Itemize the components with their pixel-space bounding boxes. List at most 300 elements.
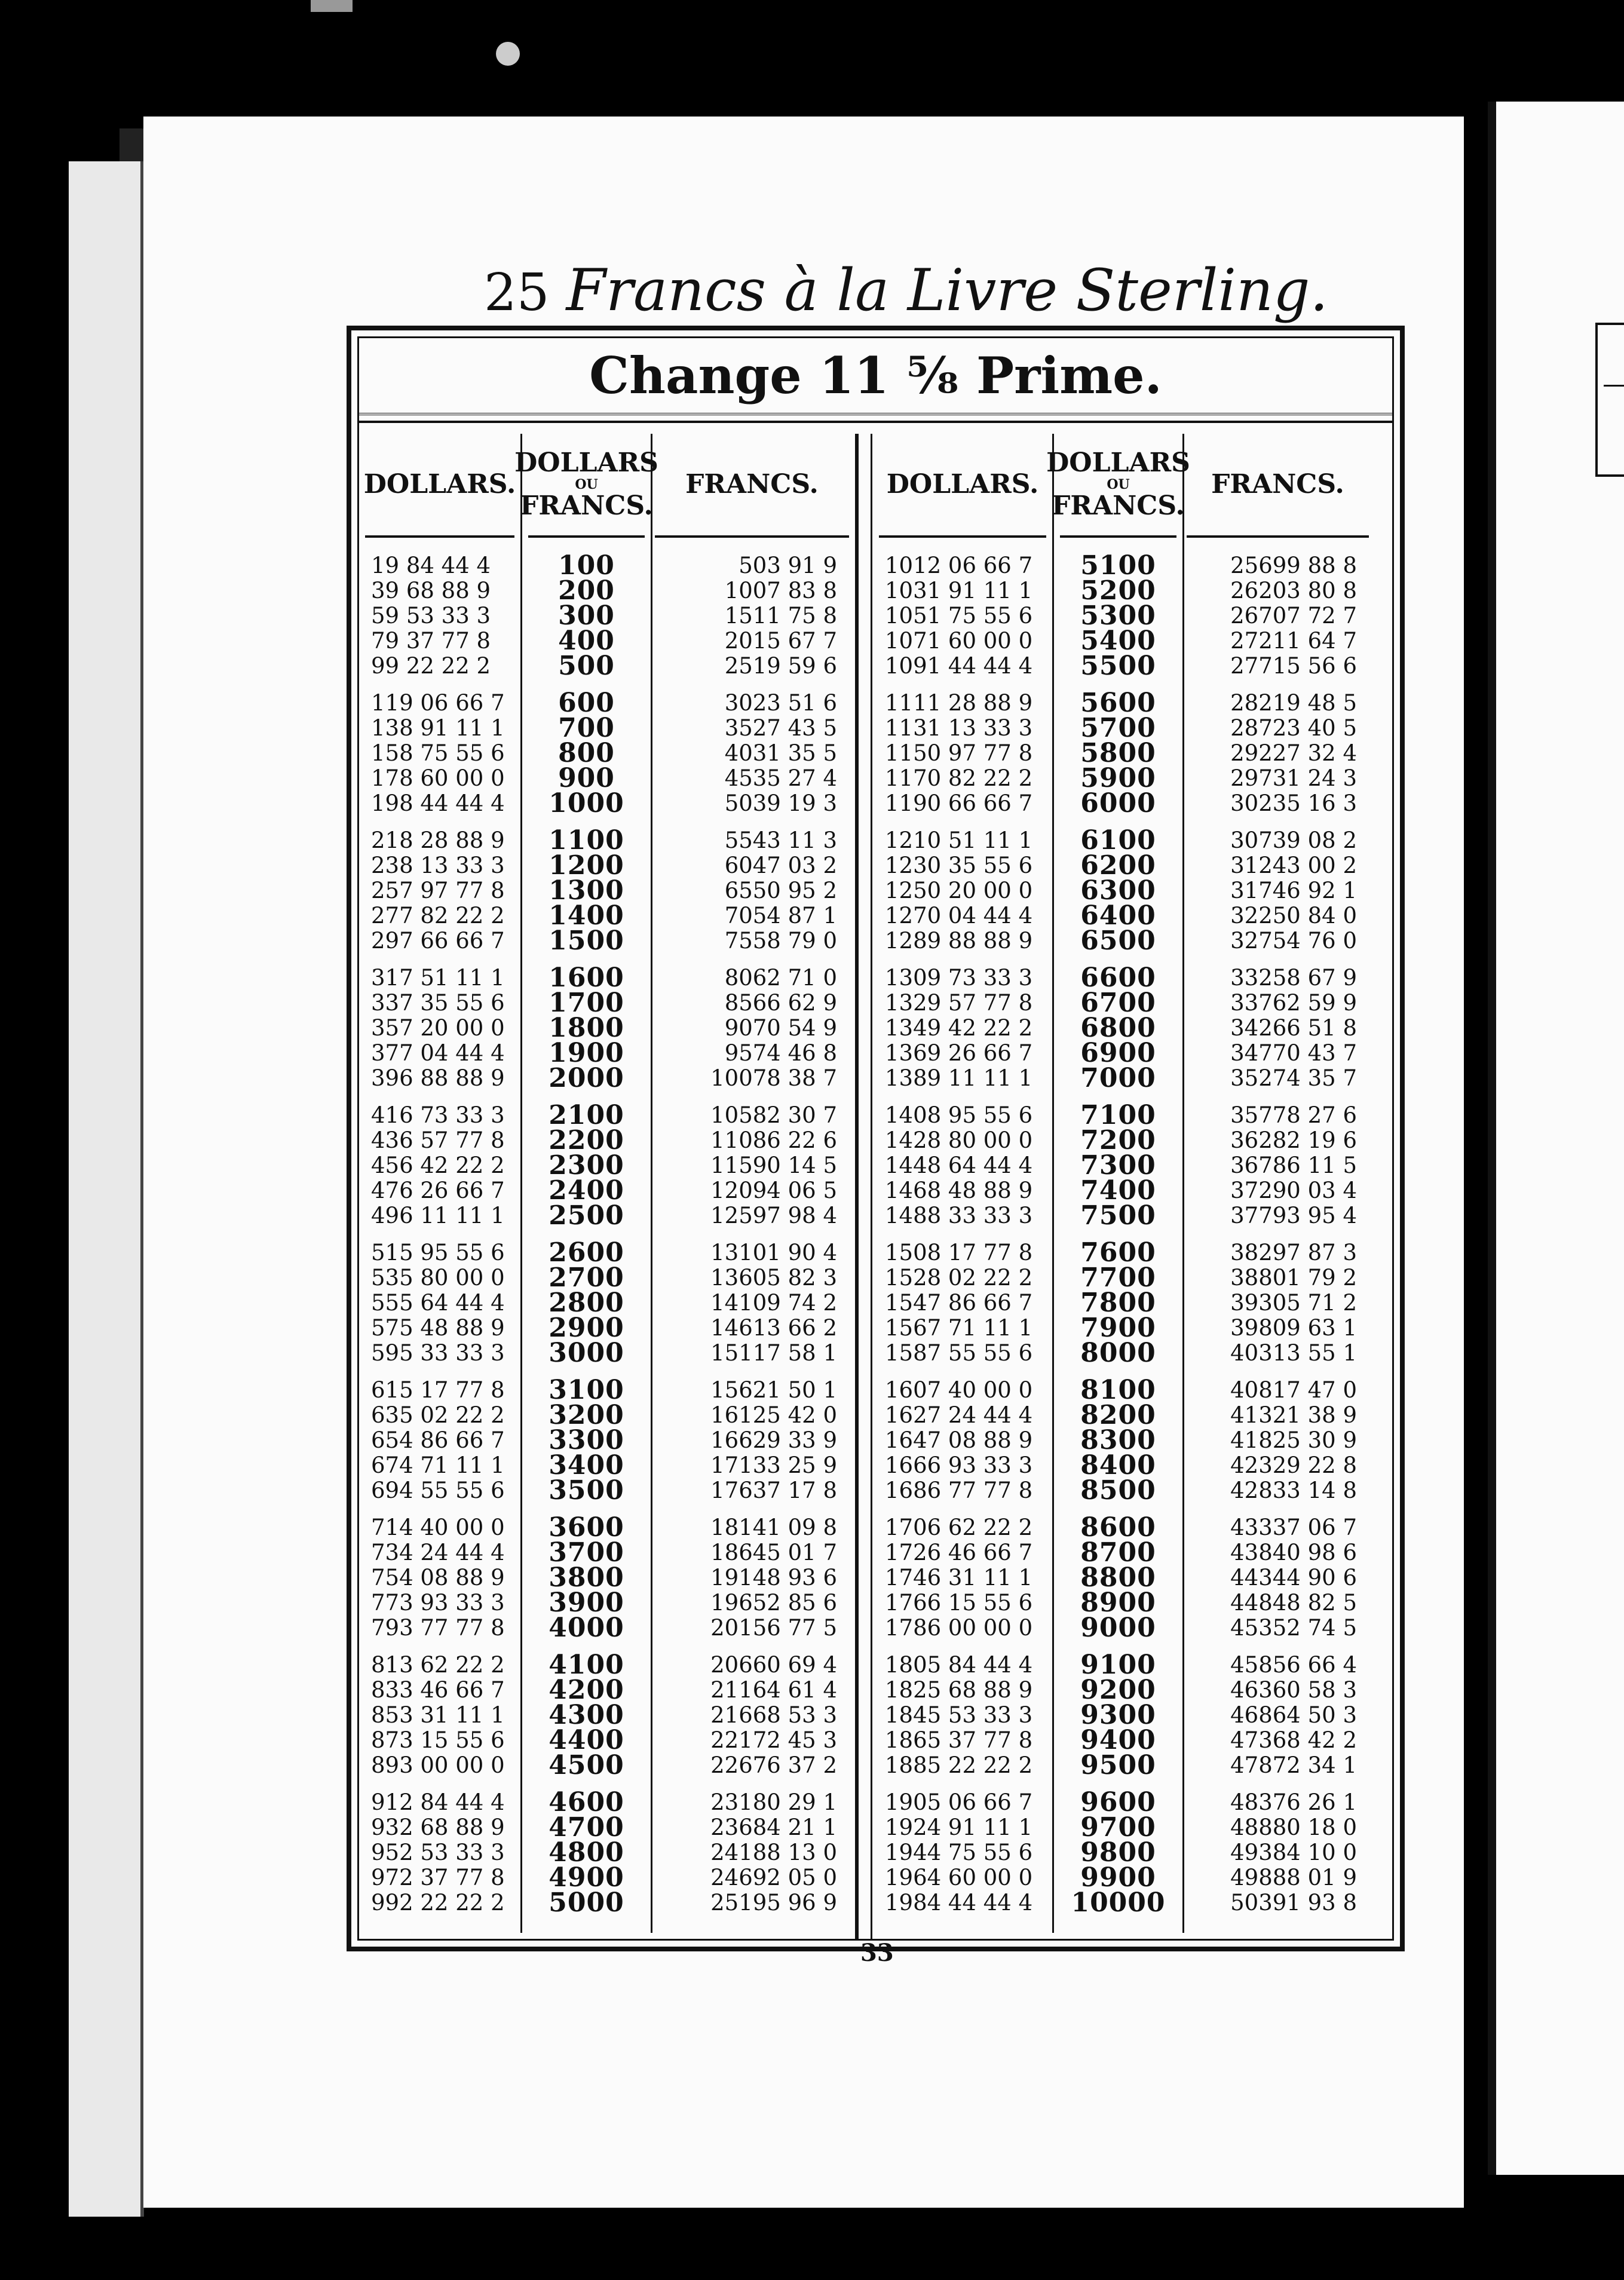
table-cell: 2600 [549,1237,624,1268]
table-cell: 2200 [549,1125,624,1156]
exchange-table [347,326,1405,1951]
row-group [649,828,855,954]
previous-page-edge [69,161,144,2217]
table-cell: 1131 13 33 3 [885,715,1033,741]
table-cell: 40313 55 1 [1230,1340,1357,1366]
row-group [873,1515,1052,1641]
table-cell: 4300 [549,1700,624,1730]
row-group [649,1515,855,1641]
table-cell: 4535 27 4 [724,765,837,791]
right-dollars-header [873,434,1052,535]
row-group [649,1378,855,1503]
header-rule [1187,535,1369,538]
table-cell: 1706 62 22 2 [885,1515,1033,1540]
table-title: Change 11 ⁵⁄₈ Prime. [359,338,1392,415]
table-cell: 14109 74 2 [710,1290,837,1316]
table-cell: 28219 48 5 [1230,690,1357,716]
table-cell: 30739 08 2 [1230,828,1357,853]
row-group [522,550,651,681]
table-cell: 50391 93 8 [1230,1890,1357,1916]
table-cell: 48376 26 1 [1230,1789,1357,1815]
table-cell: 813 62 22 2 [371,1652,505,1678]
table-cell: 31243 00 2 [1230,853,1357,878]
table-cell: 4200 [549,1675,624,1705]
table-cell: 3023 51 6 [724,690,837,716]
header-label: DOLLARS. [886,468,1039,499]
row-group [359,1378,520,1503]
page-number: 33 [860,1939,894,1967]
table-cell: 515 95 55 6 [371,1240,505,1265]
right-mid-header [1046,434,1190,535]
header-label: DOLLARS [1046,447,1190,478]
table-cell: 9400 [1080,1725,1156,1755]
table-cell: 46360 58 3 [1230,1677,1357,1703]
table-cell: 11590 14 5 [710,1153,837,1178]
table-cell: 615 17 77 8 [371,1377,505,1403]
table-cell: 1200 [549,850,624,881]
row-group [873,1790,1052,1916]
right-dollars-rows [873,553,1052,1927]
film-blemish [496,42,520,66]
right-half [873,434,1387,1933]
table-cell: 1900 [549,1038,624,1068]
table-cell: 7558 79 0 [724,928,837,954]
table-cell: 3300 [549,1425,624,1455]
table-cell: 4031 35 5 [724,740,837,766]
table-cell: 26203 80 8 [1230,578,1357,603]
table-cell: 7000 [1080,1063,1156,1093]
header-ou: OU [1107,476,1130,492]
row-group [522,963,651,1093]
table-cell: 6900 [1080,1038,1156,1068]
film-scratch [311,0,353,12]
table-cell: 14613 66 2 [710,1315,837,1341]
row-group [522,1237,651,1368]
table-cell: 42833 14 8 [1230,1478,1357,1503]
table-cell: 1100 [549,825,624,856]
table-cell: 5700 [1080,713,1156,743]
header-label: FRANCS. [685,468,819,499]
table-cell: 1071 60 00 0 [885,628,1033,654]
header-rule [879,535,1046,538]
table-cell: 5800 [1080,738,1156,768]
table-cell: 3600 [549,1512,624,1543]
right-dollars-column [873,434,1052,1933]
table-cell: 35778 27 6 [1230,1102,1357,1128]
table-cell: 26707 72 7 [1230,603,1357,629]
table-cell: 1289 88 88 9 [885,928,1033,954]
row-group [873,1378,1052,1503]
header-label: DOLLARS. [363,468,516,499]
table-cell: 41825 30 9 [1230,1427,1357,1453]
header-rule [1060,535,1176,538]
table-cell: 7300 [1080,1150,1156,1181]
table-cell: 7054 87 1 [724,903,837,928]
table-cell: 5100 [1080,550,1156,581]
table-cell: 27715 56 6 [1230,653,1357,679]
table-cell: 200 [558,575,615,606]
table-cell: 37793 95 4 [1230,1203,1357,1228]
table-cell: 300 [558,600,615,631]
row-group [359,966,520,1091]
table-cell: 1012 06 66 7 [885,553,1033,578]
table-cell: 6600 [1080,963,1156,993]
table-cell: 734 24 44 4 [371,1540,505,1565]
table-cell: 24188 13 0 [710,1840,837,1865]
table-cell: 19148 93 6 [710,1565,837,1591]
table-cell: 2500 [549,1200,624,1231]
header-label: FRANCS. [1052,491,1185,522]
table-cell: 2700 [549,1262,624,1293]
table-cell: 5500 [1080,651,1156,681]
left-mid-rows [522,550,651,1927]
table-cell: 1627 24 44 4 [885,1402,1033,1428]
table-cell: 27211 64 7 [1230,628,1357,654]
row-group [873,1240,1052,1366]
table-cell: 1007 83 8 [724,578,837,603]
table-cell: 1607 40 00 0 [885,1377,1033,1403]
table-cell: 31746 92 1 [1230,878,1357,903]
right-francs-header [1181,434,1375,535]
table-cell: 1905 06 66 7 [885,1789,1033,1815]
row-group [649,1653,855,1778]
table-cell: 714 40 00 0 [371,1515,505,1540]
table-cell: 4800 [549,1837,624,1868]
header-ou: OU [575,476,598,492]
table-cell: 8062 71 0 [724,965,837,991]
table-cell: 1726 46 66 7 [885,1540,1033,1565]
table-cell: 178 60 00 0 [371,765,505,791]
table-cell: 7400 [1080,1175,1156,1206]
row-group [359,553,520,679]
table-cell: 33762 59 9 [1230,990,1357,1016]
table-cell: 555 64 44 4 [371,1290,505,1316]
table-cell: 1448 64 44 4 [885,1153,1033,1178]
table-cell: 19 84 44 4 [371,553,491,578]
table-cell: 37290 03 4 [1230,1178,1357,1203]
table-cell: 40817 47 0 [1230,1377,1357,1403]
table-cell: 1369 26 66 7 [885,1040,1033,1066]
table-cell: 575 48 88 9 [371,1315,505,1341]
table-cell: 1686 77 77 8 [885,1478,1033,1503]
table-cell: 377 04 44 4 [371,1040,505,1066]
table-cell: 8900 [1080,1588,1156,1618]
table-cell: 49384 10 0 [1230,1840,1357,1865]
table-cell: 16629 33 9 [710,1427,837,1453]
table-cell: 2400 [549,1175,624,1206]
row-group [1054,1237,1182,1368]
table-cell: 503 91 9 [739,553,837,578]
table-cell: 1587 55 55 6 [885,1340,1033,1366]
table-cell: 700 [558,713,615,743]
table-cell: 3800 [549,1562,624,1593]
row-group [522,688,651,819]
row-group [522,825,651,956]
row-group [873,1103,1052,1228]
row-group [873,966,1052,1091]
table-cell: 23684 21 1 [710,1815,837,1840]
row-group [522,1375,651,1506]
table-cell: 9200 [1080,1675,1156,1705]
table-cell: 654 86 66 7 [371,1427,505,1453]
table-cell: 218 28 88 9 [371,828,505,853]
table-cell: 48880 18 0 [1230,1815,1357,1840]
table-cell: 41321 38 9 [1230,1402,1357,1428]
row-group [522,1512,651,1643]
row-group [1181,1378,1375,1503]
table-cell: 25195 96 9 [710,1890,837,1916]
table-cell: 1230 35 55 6 [885,853,1033,878]
table-cell: 793 77 77 8 [371,1615,505,1641]
row-group [1054,1650,1182,1781]
table-cell: 5200 [1080,575,1156,606]
row-group [1054,1100,1182,1231]
row-group [359,691,520,816]
table-cell: 7500 [1080,1200,1156,1231]
table-cell: 1150 97 77 8 [885,740,1033,766]
table-cell: 496 11 11 1 [371,1203,505,1228]
table-cell: 2800 [549,1288,624,1318]
table-cell: 17637 17 8 [710,1478,837,1503]
header-label: FRANCS. [1211,468,1344,499]
table-cell: 6700 [1080,988,1156,1018]
table-cell: 158 75 55 6 [371,740,505,766]
table-cell: 3900 [549,1588,624,1618]
table-cell: 9600 [1080,1787,1156,1818]
table-cell: 1786 00 00 0 [885,1615,1033,1641]
table-cell: 8700 [1080,1537,1156,1568]
table-cell: 1309 73 33 3 [885,965,1033,991]
table-cell: 12094 06 5 [710,1178,837,1203]
table-cell: 8200 [1080,1400,1156,1430]
row-group [359,1103,520,1228]
table-cell: 900 [558,763,615,793]
row-group [1181,691,1375,816]
table-cell: 10078 38 7 [710,1065,837,1091]
table-cell: 9070 54 9 [724,1015,837,1041]
table-cell: 34266 51 8 [1230,1015,1357,1041]
table-cell: 7600 [1080,1237,1156,1268]
row-group [1054,550,1182,681]
table-cell: 9000 [1080,1613,1156,1643]
row-group [649,1790,855,1916]
table-cell: 1408 95 55 6 [885,1102,1033,1128]
table-cell: 18141 09 8 [710,1515,837,1540]
table-cell: 36786 11 5 [1230,1153,1357,1178]
row-group [359,1653,520,1778]
table-cell: 9100 [1080,1650,1156,1680]
table-cell: 39 68 88 9 [371,578,491,603]
row-group [522,1787,651,1918]
table-cell: 1845 53 33 3 [885,1702,1033,1728]
table-cell: 1600 [549,963,624,993]
left-mid-header [514,434,658,535]
table-cell: 17133 25 9 [710,1452,837,1478]
table-cell: 9700 [1080,1812,1156,1843]
table-cell: 1190 66 66 7 [885,790,1033,816]
table-cell: 1170 82 22 2 [885,765,1033,791]
left-francs-column [649,434,855,1933]
table-cell: 32250 84 0 [1230,903,1357,928]
table-cell: 337 35 55 6 [371,990,505,1016]
row-group [359,1790,520,1916]
table-cell: 5300 [1080,600,1156,631]
table-cell: 5039 19 3 [724,790,837,816]
table-cell: 2100 [549,1100,624,1130]
table-cell: 38801 79 2 [1230,1265,1357,1291]
table-cell: 49888 01 9 [1230,1865,1357,1890]
table-cell: 21164 61 4 [710,1677,837,1703]
row-group [1054,825,1182,956]
table-cell: 30235 16 3 [1230,790,1357,816]
table-cell: 29731 24 3 [1230,765,1357,791]
table-cell: 4400 [549,1725,624,1755]
row-group [522,1650,651,1781]
table-cell: 754 08 88 9 [371,1565,505,1591]
table-cell: 6200 [1080,850,1156,881]
table-cell: 476 26 66 7 [371,1178,505,1203]
title-rule [359,421,1392,423]
table-cell: 853 31 11 1 [371,1702,505,1728]
table-cell: 28723 40 5 [1230,715,1357,741]
table-cell: 1547 86 66 7 [885,1290,1033,1316]
table-cell: 4900 [549,1862,624,1893]
table-cell: 1468 48 88 9 [885,1178,1033,1203]
table-cell: 1666 93 33 3 [885,1452,1033,1478]
table-cell: 1511 75 8 [724,603,837,629]
header-label: FRANCS. [520,491,653,522]
table-cell: 1210 51 11 1 [885,828,1033,853]
header-label: DOLLARS [514,447,658,478]
table-cell: 4000 [549,1613,624,1643]
table-cell: 32754 76 0 [1230,928,1357,954]
row-group [359,1240,520,1366]
table-cell: 396 88 88 9 [371,1065,505,1091]
table-cell: 4700 [549,1812,624,1843]
table-cell: 8600 [1080,1512,1156,1543]
table-cell: 952 53 33 3 [371,1840,505,1865]
row-group [649,1240,855,1366]
row-group [1181,828,1375,954]
table-cell: 5400 [1080,626,1156,656]
table-cell: 13101 90 4 [710,1240,837,1265]
table-cell: 1865 37 77 8 [885,1727,1033,1753]
table-cell: 992 22 22 2 [371,1890,505,1916]
table-cell: 1349 42 22 2 [885,1015,1033,1041]
table-cell: 416 73 33 3 [371,1102,505,1128]
table-cell: 20660 69 4 [710,1652,837,1678]
table-cell: 297 66 66 7 [371,928,505,954]
table-cell: 119 06 66 7 [371,690,505,716]
left-dollars-rows [359,553,520,1927]
table-cell: 25699 88 8 [1230,553,1357,578]
table-cell: 8000 [1080,1338,1156,1368]
table-cell: 635 02 22 2 [371,1402,505,1428]
header-rule [528,535,645,538]
table-cell: 46864 50 3 [1230,1702,1357,1728]
table-cell: 1766 15 55 6 [885,1590,1033,1616]
table-cell: 1700 [549,988,624,1018]
row-group [359,828,520,954]
left-dollars-column [359,434,520,1933]
table-cell: 3100 [549,1375,624,1405]
table-cell: 3700 [549,1537,624,1568]
table-cell: 4100 [549,1650,624,1680]
table-cell: 22676 37 2 [710,1752,837,1778]
table-cell: 1300 [549,875,624,906]
center-double-rule [855,434,872,1939]
row-group [873,691,1052,816]
table-cell: 1825 68 88 9 [885,1677,1033,1703]
table-cell: 44344 90 6 [1230,1565,1357,1591]
table-cell: 39305 71 2 [1230,1290,1357,1316]
table-cell: 4600 [549,1787,624,1818]
left-dollars-header [359,434,520,535]
row-group [649,691,855,816]
table-cell: 15621 50 1 [710,1377,837,1403]
table-cell: 18645 01 7 [710,1540,837,1565]
table-cell: 400 [558,626,615,656]
table-cell: 29227 32 4 [1230,740,1357,766]
table-cell: 912 84 44 4 [371,1789,505,1815]
heading-text: Francs à la Livre Sterling. [566,257,1328,324]
table-cell: 33258 67 9 [1230,965,1357,991]
table-cell: 1250 20 00 0 [885,878,1033,903]
right-mid-rows [1054,550,1182,1927]
table-cell: 9574 46 8 [724,1040,837,1066]
table-cell: 773 93 33 3 [371,1590,505,1616]
table-cell: 6800 [1080,1013,1156,1043]
row-group [1054,1512,1182,1643]
row-group [873,553,1052,679]
table-cell: 3400 [549,1450,624,1481]
table-cell: 1647 08 88 9 [885,1427,1033,1453]
table-cell: 932 68 88 9 [371,1815,505,1840]
table-cell: 3200 [549,1400,624,1430]
table-cell: 11086 22 6 [710,1127,837,1153]
table-cell: 800 [558,738,615,768]
table-cell: 694 55 55 6 [371,1478,505,1503]
table-cell: 277 82 22 2 [371,903,505,928]
table-cell: 19652 85 6 [710,1590,837,1616]
table-cell: 38297 87 3 [1230,1240,1357,1265]
table-cell: 10000 [1071,1887,1166,1918]
next-page-table-fragment [1595,323,1624,477]
table-cell: 44848 82 5 [1230,1590,1357,1616]
table-cell: 79 37 77 8 [371,628,491,654]
table-cell: 1389 11 11 1 [885,1065,1033,1091]
table-cell: 6300 [1080,875,1156,906]
row-group [1181,1653,1375,1778]
table-cell: 1800 [549,1013,624,1043]
table-cell: 3000 [549,1338,624,1368]
table-cell: 1984 44 44 4 [885,1890,1033,1916]
table-cell: 9500 [1080,1750,1156,1781]
table-cell: 8566 62 9 [724,990,837,1016]
table-cell: 15117 58 1 [710,1340,837,1366]
table-cell: 8100 [1080,1375,1156,1405]
table-cell: 456 42 22 2 [371,1153,505,1178]
table-cell: 1924 91 11 1 [885,1815,1033,1840]
table-cell: 35274 35 7 [1230,1065,1357,1091]
row-group [1054,1375,1182,1506]
table-cell: 500 [558,651,615,681]
left-dollars-ou-francs-column [514,434,658,1933]
table-cell: 2900 [549,1313,624,1343]
table-cell: 8800 [1080,1562,1156,1593]
table-cell: 6400 [1080,900,1156,931]
table-cell: 9900 [1080,1862,1156,1893]
